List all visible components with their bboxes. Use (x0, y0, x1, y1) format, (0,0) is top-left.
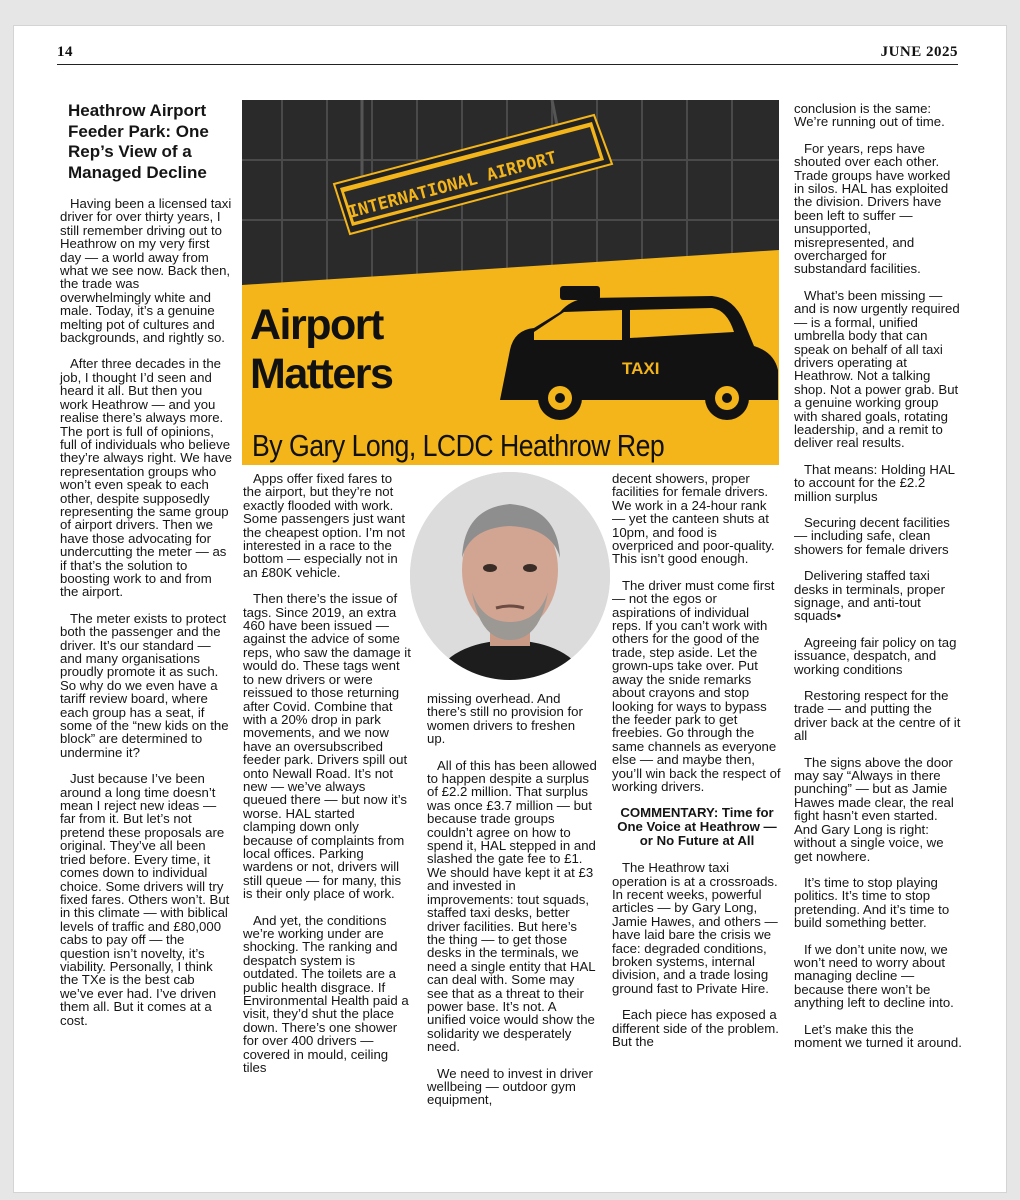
author-portrait (410, 472, 610, 680)
paragraph: Having been a licensed taxi driver for over thirty years, I still remember driving out to Heathrow on my very first day — a world away from what we see now. Back then, the trade was overwhelmingly white and male. Today, it’s a genuine melting pot of cultures and backgrounds, and rightly so. (60, 196, 232, 346)
paragraph: conclusion is the same: We’re running out of time. (794, 101, 945, 130)
paragraph: For years, reps have shouted over each other. Trade groups have worked in silos. HAL has exploited the division. Drivers have been left to suffer — unsupported, misrepresented, and overcharged for substandard facilities. (794, 140, 951, 277)
paragraph: Delivering staffed taxi desks in terminals, proper signage, and anti-tout squads• (794, 568, 945, 624)
paragraph: Securing decent facilities — including safe, clean showers for female drivers (794, 514, 950, 557)
paragraph: Then there’s the issue of tags. Since 2019, an extra 460 have been issued — against the advice of some reps, who saw the damage it would do. These tags went to new drivers or were reissued to those returning after Covid. Combine that with a 20% drop in park movements, and we now have an oversubscribed feeder park. Drivers spill out onto Newall Road. It’s not new — we’ve always queued there — but now it’s worse. HAL started clamping down only because of complaints from local offices. Parking wardens or not, drivers will still queue — for many, this is their only place of work. (243, 591, 411, 902)
taxi-sign-text: TAXI (622, 359, 660, 378)
paragraph: That means: Holding HAL to account for the £2.2 million surplus (794, 461, 955, 504)
paragraph: Apps offer fixed fares to the airport, but they’re not exactly flooded with work. Some passengers just want the cheapest option. I’m not interested in a race to the bottom — especially not in an £80K vehicle. (243, 471, 406, 580)
column-3-body (427, 692, 597, 1107)
paragraph: It’s time to stop playing politics. It’s time to stop pretending. And it’s time to build something better. (794, 874, 950, 931)
paragraph: missing overhead. And there’s still no provision for women drivers to freshen up. (427, 691, 583, 747)
banner-title-line-2: Matters (250, 350, 393, 398)
paragraph: Let’s make this the moment we turned it around. (794, 1021, 962, 1050)
column-1 (60, 101, 232, 1040)
header-rule (57, 64, 958, 65)
commentary-heading: COMMENTARY: Time for One Voice at Heathrow — or No Future at All (617, 805, 777, 848)
paragraph: Restoring respect for the trade — and putting the driver back at the centre of it all (794, 688, 961, 744)
paragraph: And yet, the conditions we’re working under are shocking. The ranking and despatch system is outdated. The toilets are a public health disgrace. If Environmental Health paid a visit, they’d shut the place down. There’s one shower for over 400 drivers — covered in mould, ceiling tiles (243, 912, 409, 1076)
paragraph: The signs above the door may say “Always in there punching” — but as Jamie Hawes made clear, the real fight hasn’t even started. And Gary Long is right: without a single voice, we get nowhere. (794, 754, 954, 864)
paragraph: The meter exists to protect both the passenger and the driver. It’s our standard — and many organisations proudly promote it as such. So why do we even have a tariff review board, where each group has a seat, if some of the “new kids on the block” are determined to undermine it? (60, 610, 229, 760)
commentary-body (612, 861, 782, 1048)
column-5 (794, 102, 962, 1062)
paragraph: The driver must come first — not the egos or aspirations of individual reps. If you can’t work with others for the good of the trade, step aside. Let the grown-ups take over. Put away the snide remarks about crayons and stop looking for ways to bypass the feeder park to get freebies. Go through the same channels as everyone else — and maybe then, you’ll win back the respect of working drivers. (612, 577, 781, 794)
column-4 (612, 472, 782, 1061)
author-photo (410, 472, 610, 680)
column-2 (243, 472, 411, 1087)
column-4-body (612, 472, 782, 793)
column-2-body (243, 472, 411, 1074)
paragraph: We need to invest in driver wellbeing — outdoor gym equipment, (427, 1065, 593, 1108)
banner-illustration (242, 100, 779, 465)
paragraph: decent showers, proper facilities for female drivers. We work in a 24-hour rank — yet the canteen shuts at 10pm, and food is overpriced and poor-quality. This isn’t good enough. (612, 471, 775, 567)
column-5-body (794, 102, 962, 1049)
headline: Heathrow Airport Feeder Park: One Rep’s View of a Managed Decline (68, 101, 209, 182)
paragraph: If we don’t unite now, we won’t need to worry about managing decline — because there won’t be anything left to decline into. (794, 941, 954, 1011)
sign-text: INTERNATIONAL AIRPORT (346, 147, 559, 223)
byline: By Gary Long, LCDC Heathrow Rep (252, 428, 665, 463)
paragraph: The Heathrow taxi operation is at a crossroads. In recent weeks, powerful articles — by Gary Long, Jamie Hawes, and others — have laid bare the crisis we face: degraded conditions, broken systems, internal division, and a trade losing ground fast to Private Hire. (612, 860, 778, 996)
paragraph: Each piece has exposed a different side of the problem. But the (612, 1007, 779, 1049)
paragraph: What’s been missing — and is now urgently required — is a formal, unified umbrella body that can speak on behalf of all taxi drivers operating at Heathrow. Not a talking shop. Not a power grab. But a genuine working group with shared goals, rotating leadership, and a remit to deliver real results. (794, 287, 960, 451)
paragraph: All of this has been allowed to happen despite a surplus of £2.2 million. That surplus was once £3.7 million — but because trade groups couldn’t agree on how to spend it, HAL stepped in and slashed the gate fee to £1. We should have kept it at £3 and invested in improvements: tout squads, staffed taxi desks, better driver facilities. But here’s the thing — to get those desks in the terminals, we need a single entity that HAL can deal with. Some may see that as a threat to their power base. It’s not. A unified voice would show the solidarity we desperately need. (427, 757, 597, 1055)
page-number: 14 (57, 44, 73, 60)
banner-title-line-1: Airport (250, 301, 383, 349)
issue-date: JUNE 2025 (880, 44, 958, 60)
column-1-body (60, 197, 232, 1027)
paragraph: After three decades in the job, I thought I’d seen and heard it all. But then you work Heathrow — and you realise there’s always more. The port is full of opinions, full of individuals who believe they’re always right. We have representation groups who won’t even speak to each other, despite supposedly representing the same group of airport drivers. Then we have those advocating for undercutting the meter — as if that’s the solution to boosting work to and from the airport. (60, 356, 233, 600)
airport-matters-banner (242, 100, 779, 465)
column-3 (427, 692, 597, 1120)
paragraph: Just because I’ve been around a long time doesn’t mean I reject new ideas — far from it. But let’s not pretend these proposals are original. They’ve all been tried before. Every time, it comes down to individual choice. Some drivers will try fixed fares. Others won’t. But in this climate — with biblical levels of traffic and £80,000 cabs to pay off — the question isn’t novelty, it’s viability. Personally, I think the TXe is the best cab we’ve ever had. I’ve driven them all. But it comes at a cost. (60, 771, 230, 1028)
banner-title (250, 301, 392, 399)
paragraph: Agreeing fair policy on tag issuance, despatch, and working conditions (794, 634, 957, 677)
